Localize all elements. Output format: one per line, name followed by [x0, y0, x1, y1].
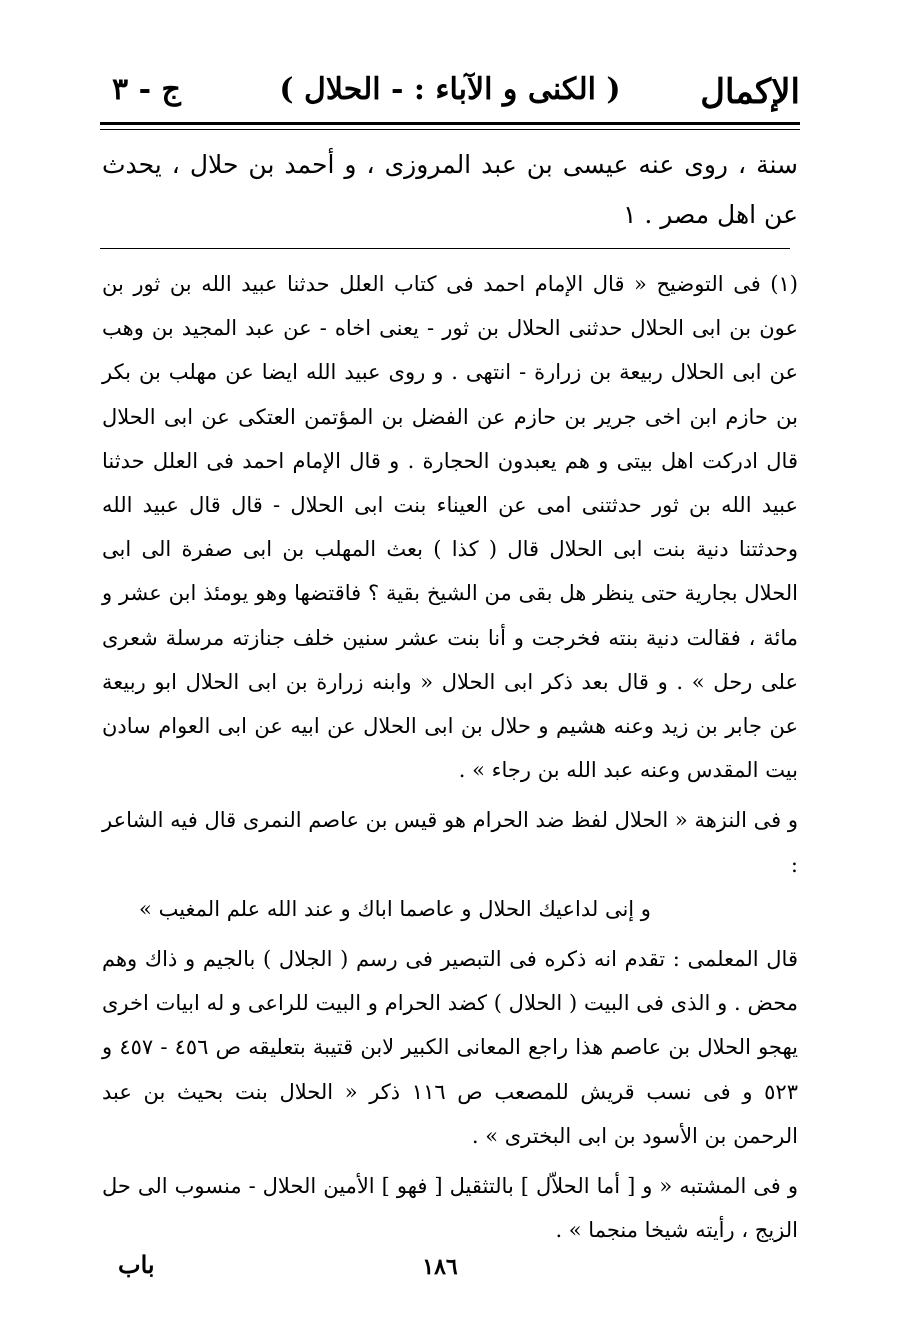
book-title: الإكمال — [700, 72, 800, 112]
page-number: ١٨٦ — [422, 1254, 458, 1280]
catchword: باب — [118, 1250, 155, 1279]
footnote-paragraph: (١) فى التوضيح « قال الإمام احمد فى كتاب العلل حدثنا عبيد الله بن ثور بن عون بن ابى الحلال حدثنى الحلال بن ثور - يعنى اخاه - عن عبد المجيد بن وهب عن ابى الحلال ربيعة بن زرارة - انتهى . و روى عبيد الله ايضا عن مهلب بن بكر بن حازم ابن اخى جرير بن حازم عن الفضل بن المؤتمن العتكى عن ابى الحلال قال ادركت اهل بيتى و هم يعبدون الحجارة . و قال الإمام احمد فى العلل حدثنا عبيد الله بن ثور حدثتنى امى عن العيناء بنت ابى الحلال - قال قال عبيد الله وحدثتنا دنية بنت ابى الحلال قال ( كذا ) بعث المهلب بن ابى صفرة الى ابى الحلال بجارية حتى ينظر هل بقى من الشيخ بقية ؟ فاقتضها وهو يومئذ ابن عشر و مائة ، فقالت دنية بنته فخرجت و أنا بنت عشر سنين خلف جنازته مرسلة شعرى على رحل » . و قال بعد ذكر ابى الحلال « وابنه زرارة بن ابى الحلال ابو ربيعة عن جابر بن زيد وعنه هشيم و حلال بن ابى الحلال عن ابيه عن ابى العوام سادن بيت المقدس وعنه عبد الله بن رجاء » . — [102, 272, 798, 783]
footnote-separator — [100, 248, 790, 249]
footnote-paragraph: و فى المشتبه « و [ أما الحلاّل ] بالتثقيل [ فهو ] الأمين الحلال - منسوب الى حل الزيج ، رأيته شيخا منجما » . — [102, 1174, 798, 1243]
poetry-verse: و إنى لداعيك الحلال و عاصما اباك و عند الله علم المغيب » — [139, 896, 651, 921]
footnote-paragraph: و فى النزهة « الحلال لفظ ضد الحرام هو قيس بن عاصم النمرى قال فيه الشاعر : — [102, 808, 798, 877]
running-header — [100, 68, 800, 118]
main-body-text: سنة ، روى عنه عيسى بن عبد المروزى ، و أحمد بن حلال ، يحدث عن اهل مصر . ١ — [102, 150, 798, 229]
volume-number: ج - ٣ — [112, 72, 181, 107]
footnotes — [102, 262, 798, 1252]
footnote-paragraph: قال المعلمى : تقدم انه ذكره فى التبصير فى رسم ( الجلال ) بالجيم و ذاك وهم محض . و الذى فى البيت ( الحلال ) كضد الحرام و البيت للراعى و له ابيات اخرى يهجو الحلال بن عاصم هذا راجع المعانى الكبير لابن قتيبة بتعليقه ص ٤٥٦ - ٤٥٧ و ٥٢٣ و فى نسب قريش للمصعب ص ١١٦ ذكر « الحلال بنت بحيث بن عبد الرحمن بن الأسود بن ابى البخترى » . — [102, 947, 799, 1148]
header-rule-thick — [100, 122, 800, 125]
header-rule-thin — [100, 129, 800, 130]
section-title: ( الكنى و الآباء : - الحلال ) — [279, 72, 621, 107]
